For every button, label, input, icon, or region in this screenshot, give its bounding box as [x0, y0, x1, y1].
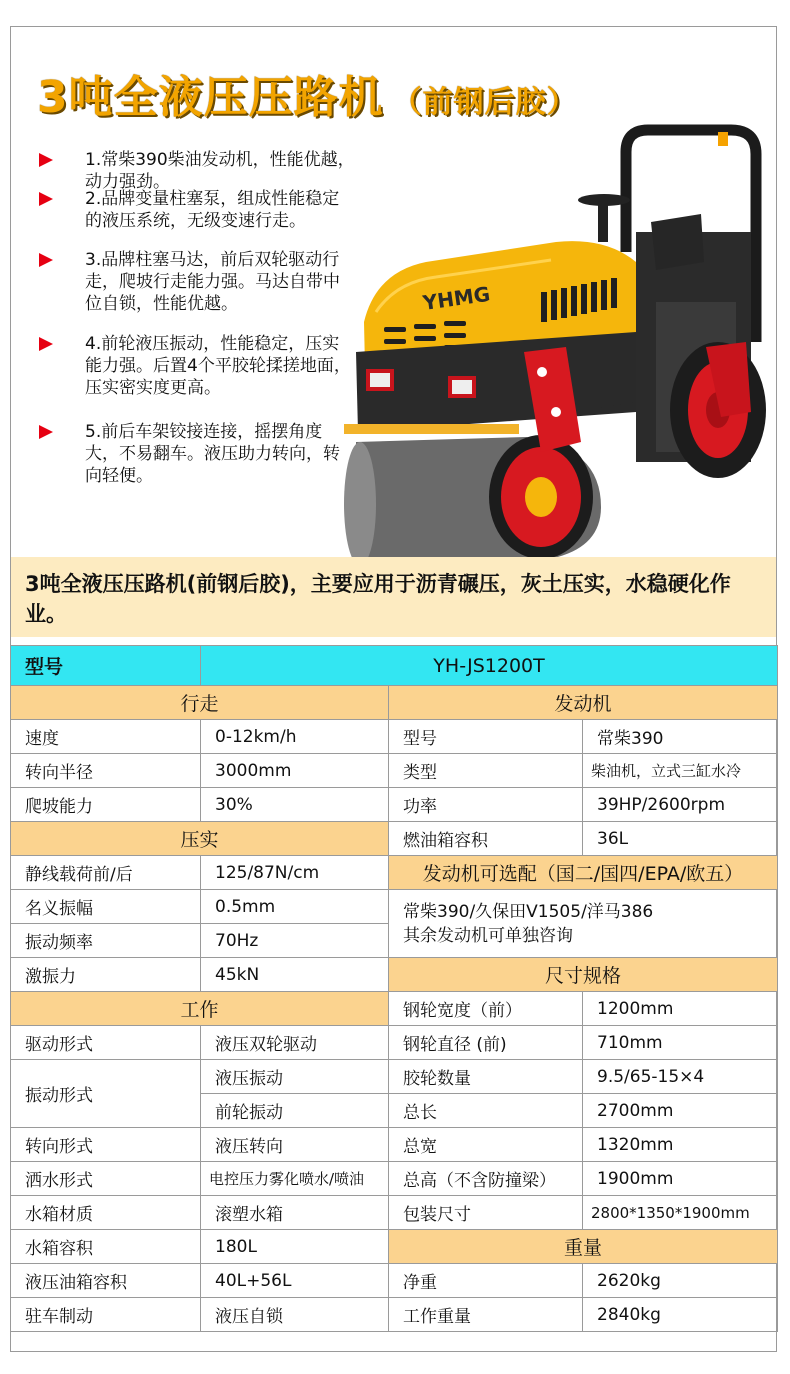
- product-intro: [11, 557, 776, 637]
- spec-label: 振动形式: [11, 1060, 201, 1128]
- spec-label: 液压油箱容积: [11, 1264, 201, 1298]
- table-row: [11, 720, 778, 754]
- spec-label: 激振力: [11, 958, 201, 992]
- spec-label: 静线载荷前/后: [11, 856, 201, 890]
- spec-label: 驱动形式: [11, 1026, 201, 1060]
- spec-label: 工作重量: [389, 1298, 583, 1332]
- section-weight: 重量: [389, 1230, 778, 1264]
- spec-label: 水箱材质: [11, 1196, 201, 1230]
- spec-label: 燃油箱容积: [389, 822, 583, 856]
- section-travel: 行走: [11, 686, 389, 720]
- table-row: [11, 1264, 778, 1298]
- spec-value: 3000mm: [201, 754, 389, 788]
- spec-value: 1320mm: [583, 1128, 778, 1162]
- spec-value: 2700mm: [583, 1094, 778, 1128]
- spec-value: 柴油机，立式三缸水冷: [583, 754, 778, 788]
- spec-value: 液压振动: [201, 1060, 389, 1094]
- table-row: [11, 754, 778, 788]
- spec-label: 转向形式: [11, 1128, 201, 1162]
- spec-value: 常柴390: [583, 720, 778, 754]
- spec-value: 1900mm: [583, 1162, 778, 1196]
- spec-value: 滚塑水箱: [201, 1196, 389, 1230]
- spec-label: 洒水形式: [11, 1162, 201, 1196]
- table-row: [11, 1026, 778, 1060]
- spec-value: 0.5mm: [201, 890, 389, 924]
- spec-value: 液压双轮驱动: [201, 1026, 389, 1060]
- spec-label: 名义振幅: [11, 890, 201, 924]
- spec-value: 2620kg: [583, 1264, 778, 1298]
- table-row: [11, 890, 778, 924]
- page-title-sub: （前钢后胶）: [391, 85, 578, 120]
- table-row: [11, 1162, 778, 1196]
- table-row: [11, 646, 778, 686]
- spec-label: 钢轮直径 (前): [389, 1026, 583, 1060]
- table-row: [11, 1230, 778, 1264]
- hero-section: 3吨全液压压路机 （前钢后胶） 1.常柴390柴油发动机，性能优越，动力强劲。 2.品牌变量柱塞泵，组成性能稳定的液压系统，无级变速行走。 3.品牌柱塞马达，前后双轮驱动行走，爬坡行走能力强。马达自带中位自锁，性能优越。 4.前轮液压振动，性能稳定，压实能力强。后置4个平胶轮揉搓地面，压实密实度更高。 5.前后车架铰接连接，摇摆角度大，不易翻车。液压助力转向，转向轻便。 YHMG: [11, 27, 776, 557]
- spec-label: 胶轮数量: [389, 1060, 583, 1094]
- spec-label: 净重: [389, 1264, 583, 1298]
- table-row: [11, 822, 778, 856]
- spec-label: 转向半径: [11, 754, 201, 788]
- spec-label: 爬坡能力: [11, 788, 201, 822]
- page-title: 3吨全液压压路机 （前钢后胶）: [37, 72, 578, 123]
- bullet-triangle-icon: [39, 192, 53, 206]
- model-value: YH-JS1200T: [201, 646, 778, 686]
- section-engine: 发动机: [389, 686, 778, 720]
- product-intro-text: 3吨全液压压路机(前钢后胶)，主要应用于沥青碾压，灰土压实，水稳硬化作业。: [25, 572, 731, 626]
- spec-value: 2840kg: [583, 1298, 778, 1332]
- table-row: [11, 992, 778, 1026]
- spec-value: 39HP/2600rpm: [583, 788, 778, 822]
- table-row: [11, 686, 778, 720]
- spec-value: 9.5/65-15×4: [583, 1060, 778, 1094]
- spec-label: 总高（不含防撞梁）: [389, 1162, 583, 1196]
- spec-label: 类型: [389, 754, 583, 788]
- spec-label: 钢轮宽度（前）: [389, 992, 583, 1026]
- spec-value: 1200mm: [583, 992, 778, 1026]
- spec-value: 36L: [583, 822, 778, 856]
- bullet-triangle-icon: [39, 153, 53, 167]
- spec-label: 功率: [389, 788, 583, 822]
- model-label: 型号: [11, 646, 201, 686]
- section-dimensions: 尺寸规格: [389, 958, 778, 992]
- spec-label: 包装尺寸: [389, 1196, 583, 1230]
- table-row: [11, 788, 778, 822]
- table-row: [11, 1060, 778, 1094]
- table-row: [11, 856, 778, 890]
- spec-value: 30%: [201, 788, 389, 822]
- table-row: [11, 1128, 778, 1162]
- machine-brand-text: YHMG: [421, 281, 492, 315]
- table-row: [11, 1298, 778, 1332]
- section-compaction: 压实: [11, 822, 389, 856]
- bullet-triangle-icon: [39, 425, 53, 439]
- spec-value: 2800*1350*1900mm: [583, 1196, 778, 1230]
- bullet-triangle-icon: [39, 337, 53, 351]
- spec-value: 液压自锁: [201, 1298, 389, 1332]
- spec-value: 710mm: [583, 1026, 778, 1060]
- bullet-triangle-icon: [39, 253, 53, 267]
- section-work: 工作: [11, 992, 389, 1026]
- spec-value: 40L+56L: [201, 1264, 389, 1298]
- spec-value: 125/87N/cm: [201, 856, 389, 890]
- spec-value: 70Hz: [201, 924, 389, 958]
- spec-label: 型号: [389, 720, 583, 754]
- spec-value: 45kN: [201, 958, 389, 992]
- spec-label: 驻车制动: [11, 1298, 201, 1332]
- engine-options-note: 常柴390/久保田V1505/洋马386 其余发动机可单独咨询: [389, 890, 778, 958]
- spec-value: 0-12km/h: [201, 720, 389, 754]
- spec-value: 180L: [201, 1230, 389, 1264]
- spec-label: 总宽: [389, 1128, 583, 1162]
- spec-value: 液压转向: [201, 1128, 389, 1162]
- spec-label: 水箱容积: [11, 1230, 201, 1264]
- table-row: [11, 958, 778, 992]
- road-roller-illustration: [336, 112, 776, 557]
- spec-label: 振动频率: [11, 924, 201, 958]
- spec-value: 前轮振动: [201, 1094, 389, 1128]
- table-row: [11, 1196, 778, 1230]
- section-engine-options: 发动机可选配（国二/国四/EPA/欧五）: [389, 856, 778, 890]
- spec-label: 总长: [389, 1094, 583, 1128]
- spec-label: 速度: [11, 720, 201, 754]
- spec-value: 电控压力雾化喷水/喷油: [201, 1162, 389, 1196]
- spec-table: [10, 645, 778, 1332]
